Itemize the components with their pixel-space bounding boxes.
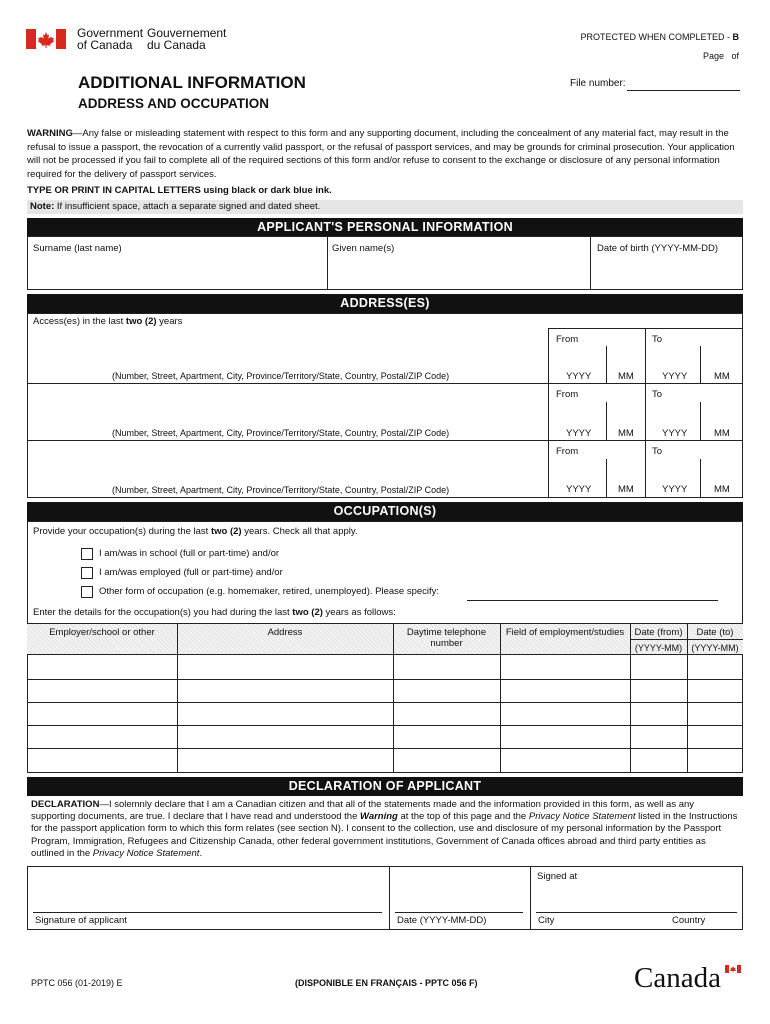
divider <box>548 441 549 498</box>
gov-fr-line1: Gouvernement <box>147 26 227 40</box>
address-intro <box>33 316 182 327</box>
occupation-row-4-input[interactable] <box>28 726 742 748</box>
employed-checkbox[interactable] <box>81 567 93 579</box>
warning-word: Warning <box>360 811 398 823</box>
canada-wordmark-text: Canada <box>634 962 721 994</box>
wordmark-flag-icon <box>725 965 741 973</box>
from-year-label: YYYY <box>566 484 592 495</box>
col-address-header: Address <box>267 627 303 638</box>
occupation-intro-text: Provide your occupation(s) during the last <box>33 526 211 537</box>
canada-flag-icon <box>26 29 66 49</box>
given-name-label: Given name(s) <box>332 243 395 254</box>
occupation-intro-text-end: years. Check all that apply. <box>241 526 358 537</box>
file-number-label: File number: <box>570 78 626 89</box>
school-checkbox[interactable] <box>81 548 93 560</box>
government-signature <box>26 27 226 53</box>
divider <box>606 402 607 440</box>
canada-wordmark <box>634 963 744 993</box>
address-caption: (Number, Street, Apartment, City, Province/Territory/State, Country, Postal/ZIP Code) <box>112 371 450 381</box>
warning-text: —Any false or misleading statement with respect to this form and any supporting document, including the concealment of any material fact, may result in the refusal to issue a passport, the revocation of a currently valid passport, or the refusal of passport services, and may be grounds for criminal prosecution. Your application will not be processed if you fail to complete all of the required sections of this form and/or refuse to consent to the exchange or disclosure of any personal information required for the delivery of passport services. <box>27 128 735 180</box>
occupation-row-1-input[interactable] <box>28 656 742 678</box>
col-field-header: Field of employment/studies <box>505 627 625 638</box>
other-checkbox[interactable] <box>81 586 93 598</box>
warning-label: WARNING <box>27 128 73 139</box>
col-to-header: Date (to) <box>696 627 734 638</box>
divider <box>548 384 549 440</box>
personal-info-heading: APPLICANT'S PERSONAL INFORMATION <box>27 218 743 236</box>
note-text: If insufficient space, attach a separate signed and dated sheet. <box>54 201 321 212</box>
signature-label: Signature of applicant <box>35 915 127 926</box>
divider <box>700 346 701 383</box>
divider <box>700 402 701 440</box>
privacy-notice-ref-2: Privacy Notice Statement <box>92 847 200 859</box>
from-month-label: MM <box>618 371 634 382</box>
divider <box>27 440 743 441</box>
gov-en-line1: Government <box>77 26 144 40</box>
declaration-text-1: —I solemnly declare that I am a Canadian citizen and that all of the statements made and the information provided in this form, as well as any supporting documents, are true. I declare that I have read and understood the <box>31 799 695 823</box>
declaration-heading: DECLARATION OF APPLICANT <box>27 777 743 796</box>
dob-label: Date of birth (YYYY-MM-DD) <box>597 243 719 254</box>
to-month-label: MM <box>714 371 730 382</box>
occupation-details-intro <box>33 607 396 618</box>
address-intro-bold: two (2) <box>125 316 157 327</box>
declaration-label: DECLARATION <box>31 799 100 810</box>
to-year-label: YYYY <box>662 428 688 439</box>
gov-en-line2: of Canada <box>77 38 133 52</box>
address-intro-text: Access(es) in the last <box>33 316 126 327</box>
warning-paragraph <box>27 127 741 181</box>
to-label: To <box>652 334 663 345</box>
french-availability: (DISPONIBLE EN FRANÇAIS - PPTC 056 F) <box>295 978 478 988</box>
declaration-paragraph <box>31 799 741 860</box>
privacy-notice-ref-1: Privacy Notice Statement <box>528 811 636 823</box>
signature-field[interactable] <box>33 912 382 913</box>
type-print-instruction: TYPE OR PRINT IN CAPITAL LETTERS using black or dark blue ink. <box>27 185 332 196</box>
to-month-label: MM <box>714 428 730 439</box>
protected-prefix: PROTECTED WHEN COMPLETED - <box>580 32 733 42</box>
form-subtitle: ADDRESS AND OCCUPATION <box>78 96 270 111</box>
form-title: ADDITIONAL INFORMATION <box>78 73 306 92</box>
country-label: Country <box>672 915 706 926</box>
occupation-table <box>27 623 743 773</box>
signature-box <box>27 866 743 930</box>
form-code: PPTC 056 (01-2019) E <box>31 978 123 988</box>
other-option-label: Other form of occupation (e.g. homemaker, retired, unemployed). Please specify: <box>99 586 440 597</box>
file-number-field[interactable] <box>627 90 740 91</box>
from-year-label: YYYY <box>566 371 592 382</box>
details-intro-text-end: years as follows: <box>322 607 396 618</box>
date-field[interactable] <box>395 912 523 913</box>
divider <box>27 383 743 384</box>
address-intro-text-end: years <box>156 316 183 327</box>
signed-at-field[interactable] <box>536 912 737 913</box>
address-caption: (Number, Street, Apartment, City, Province/Territory/State, Country, Postal/ZIP Code) <box>112 428 450 438</box>
employed-option-label: I am/was employed (full or part-time) and/or <box>99 567 283 578</box>
from-month-label: MM <box>618 428 634 439</box>
city-label: City <box>538 915 555 926</box>
occupation-row-3-input[interactable] <box>28 703 742 725</box>
to-label: To <box>652 389 663 400</box>
occupation-heading: OCCUPATION(S) <box>27 502 743 521</box>
from-month-label: MM <box>618 484 634 495</box>
from-year-label: YYYY <box>566 428 592 439</box>
address-caption: (Number, Street, Apartment, City, Province/Territory/State, Country, Postal/ZIP Code) <box>112 485 450 495</box>
date-label: Date (YYYY-MM-DD) <box>397 915 487 926</box>
occupation-row-2-input[interactable] <box>28 680 742 702</box>
to-label: To <box>652 446 663 457</box>
occupation-row-5-input[interactable] <box>28 749 742 771</box>
note-label: Note: <box>30 201 55 212</box>
col-from-format: (YYYY-MM) <box>634 643 683 653</box>
occupation-intro-bold: two (2) <box>210 526 242 537</box>
signed-at-label: Signed at <box>537 871 578 882</box>
to-year-label: YYYY <box>662 484 688 495</box>
divider <box>606 459 607 498</box>
gov-fr-line2: du Canada <box>147 38 206 52</box>
from-label: From <box>556 334 579 345</box>
divider <box>389 866 390 930</box>
details-intro-text: Enter the details for the occupation(s) you had during the last <box>33 607 293 618</box>
divider <box>530 866 531 930</box>
col-to-format: (YYYY-MM) <box>691 643 739 653</box>
surname-label: Surname (last name) <box>33 243 122 254</box>
divider <box>606 346 607 383</box>
page-of: Page of <box>702 51 739 61</box>
protected-level: B <box>732 32 739 42</box>
address-heading: ADDRESS(ES) <box>27 294 743 313</box>
divider <box>645 441 646 498</box>
details-intro-bold: two (2) <box>292 607 323 618</box>
col-phone-header-1: Daytime telephone <box>406 627 487 638</box>
other-specify-field[interactable] <box>467 600 718 601</box>
declaration-text-4: . <box>199 847 203 859</box>
col-from-header: Date (from) <box>634 627 683 638</box>
from-label: From <box>556 389 579 400</box>
declaration-text-3: listed in the Instructions for the passport application form to which this form relates (see section N). I consent to the collection, use and disclosure of my personal information by the Passport Program, Immigration, Refugees and Citizenship Canada, other federal government institutions, Government of Canada offices abroad and third party entities as outlined in the <box>31 811 738 859</box>
divider <box>645 384 646 440</box>
to-month-label: MM <box>714 484 730 495</box>
col-phone-header-2: number <box>430 638 463 649</box>
school-option-label: I am/was in school (full or part-time) and/or <box>99 548 280 559</box>
declaration-text-2: at the top of this page and the <box>397 811 529 823</box>
to-year-label: YYYY <box>662 371 688 382</box>
divider <box>700 459 701 498</box>
from-label: From <box>556 446 579 457</box>
occupation-intro <box>33 526 358 537</box>
col-employer-header: Employer/school or other <box>49 627 155 638</box>
divider <box>645 328 646 383</box>
divider <box>548 328 549 383</box>
protected-label <box>580 32 739 42</box>
note-bar <box>27 200 743 214</box>
